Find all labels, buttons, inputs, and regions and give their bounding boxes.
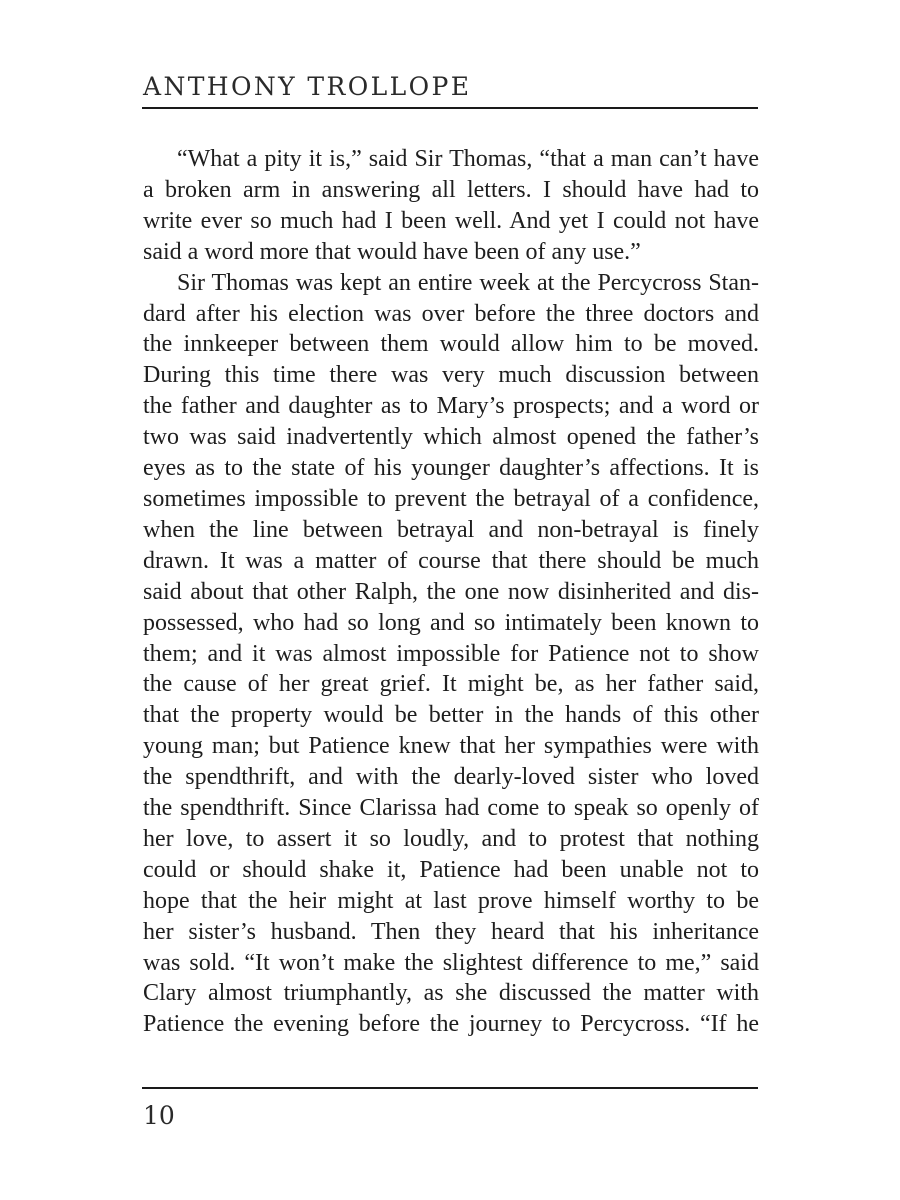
text-line: write ever so much had I been well. And yet I could not have — [143, 207, 759, 234]
text-line: said about that other Ralph, the one now disinherited and dis- — [143, 578, 759, 605]
text-line: Clary almost triumphantly, as she discussed the matter with — [143, 980, 759, 1007]
text-line: the cause of her great grief. It might be, as her father said, — [143, 671, 759, 698]
text-line: drawn. It was a matter of course that there should be much — [143, 547, 759, 574]
text-line: hope that the heir might at last prove himself worthy to be — [143, 887, 759, 914]
text-line: the spendthrift, and with the dearly-loved sister who loved — [143, 764, 759, 791]
text-line: them; and it was almost impossible for Patience not to show — [143, 640, 759, 667]
text-line: the spendthrift. Since Clarissa had come to speak so openly of — [143, 795, 759, 822]
text-line: eyes as to the state of his younger daughter’s affections. It is — [143, 455, 759, 482]
text-line: the father and daughter as to Mary’s prospects; and a word or — [143, 393, 759, 420]
text-line: young man; but Patience knew that her sympathies were with — [143, 733, 759, 760]
text-line: was sold. “It won’t make the slightest difference to me,” said — [143, 949, 759, 976]
text-line: her love, to assert it so loudly, and to protest that nothing — [143, 825, 759, 852]
text-line: dard after his election was over before the three doctors and — [143, 300, 759, 327]
text-line: could or should shake it, Patience had been unable not to — [143, 856, 759, 883]
page-number: 10 — [143, 1101, 175, 1130]
text-line: when the line between betrayal and non-betrayal is finely — [143, 516, 759, 543]
text-line: said a word more that would have been of any use.” — [143, 238, 641, 265]
text-line: sometimes impossible to prevent the betrayal of a confidence, — [143, 485, 759, 512]
text-line: “What a pity it is,” said Sir Thomas, “that a man can’t have — [177, 146, 759, 172]
text-line: two was said inadvertently which almost opened the father’s — [143, 424, 759, 451]
text-line: During this time there was very much discussion between — [143, 362, 759, 389]
text-line: possessed, who had so long and so intimately been known to — [143, 609, 759, 636]
footer-rule — [142, 1087, 758, 1089]
text-line: a broken arm in answering all letters. I should have had to — [143, 176, 759, 203]
text-line: the innkeeper between them would allow him to be moved. — [143, 331, 759, 358]
text-line: Sir Thomas was kept an entire week at the Percycross Stan- — [177, 269, 759, 296]
paragraph-2 — [143, 268, 759, 1041]
running-head-author: ANTHONY TROLLOPE — [143, 72, 472, 101]
text-line: that the property would be better in the hands of this other — [143, 702, 759, 729]
header-rule — [142, 107, 758, 109]
text-line: her sister’s husband. Then they heard that his inheritance — [143, 918, 759, 945]
body-text — [143, 144, 759, 1040]
text-line: Patience the evening before the journey to Percycross. “If he — [143, 1011, 759, 1038]
paragraph-1 — [143, 144, 759, 268]
